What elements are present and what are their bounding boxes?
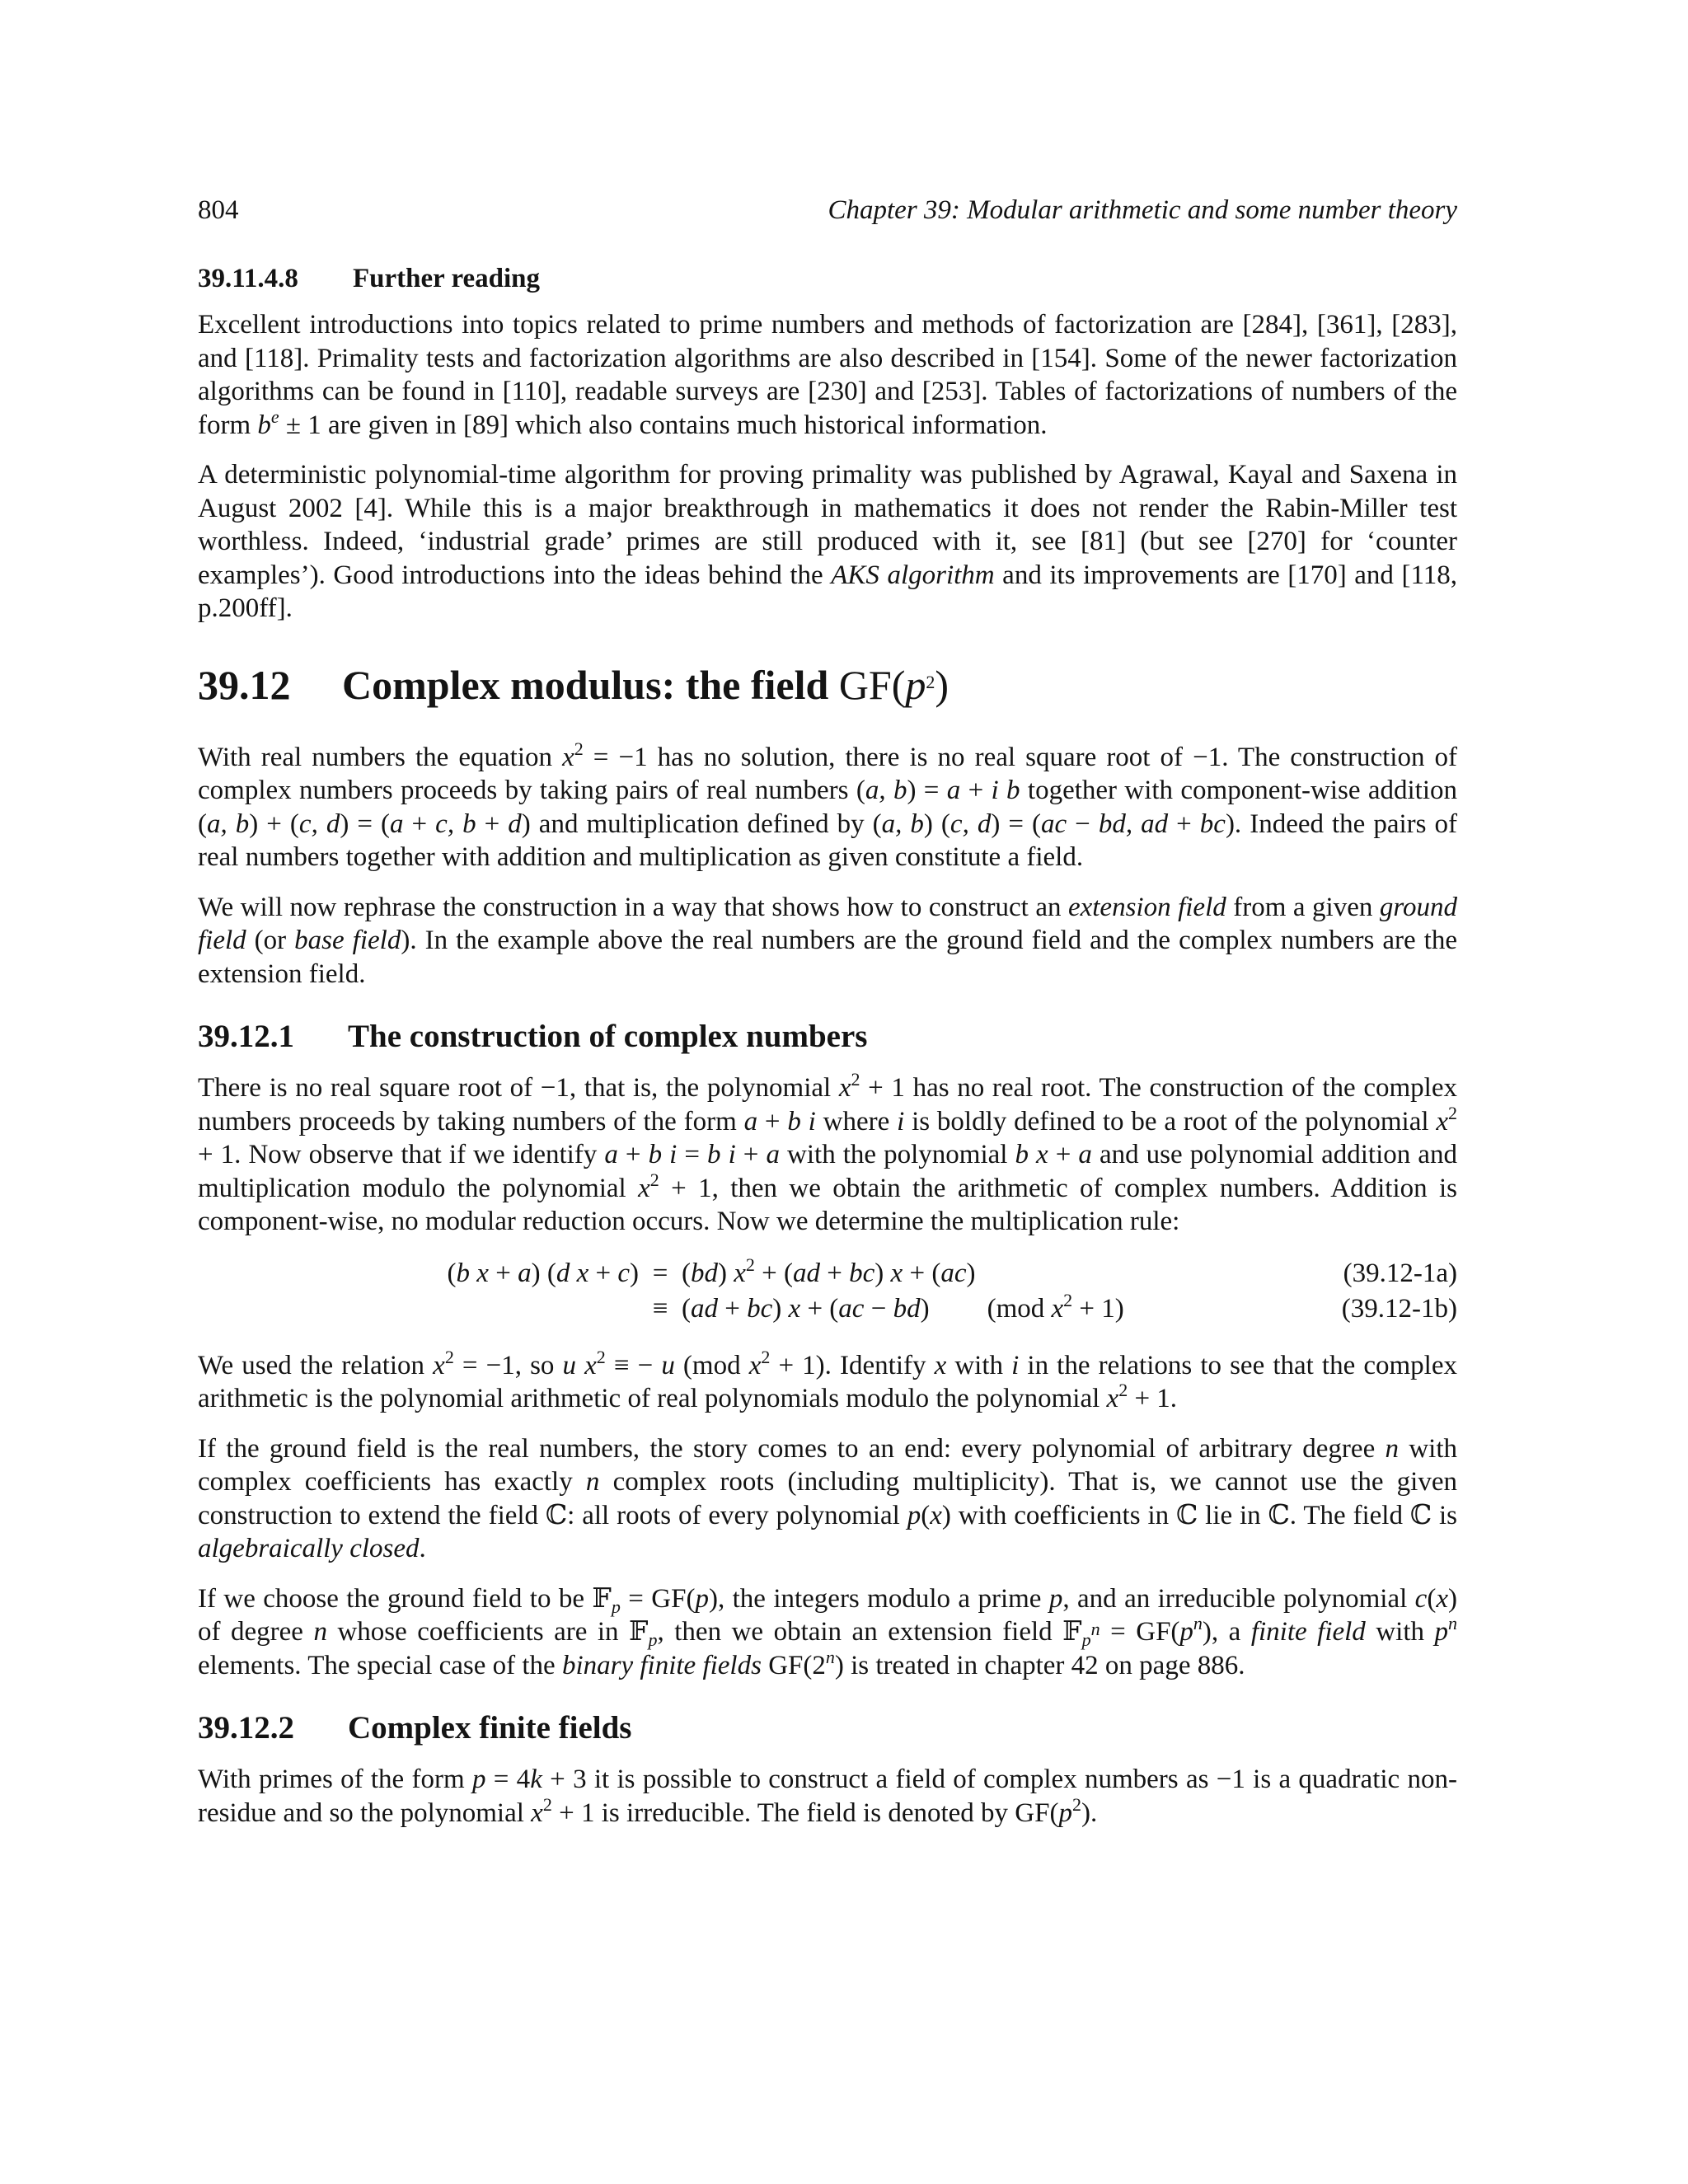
paragraph: With primes of the form p = 4k + 3 it is possible to construct a field of complex numbers as −1 is a quadratic non-residue and so the polynomial $x^2 + 1$ is irreducible. The field is denoted by $GF(p^2)$.: [198, 1765, 1457, 1828]
subsection-heading: [198, 1017, 1457, 1057]
equation-rhs: (ad + bc) x + (ac − bd) (mod $x^2 + 1$): [682, 1289, 1124, 1324]
heading-title: Further reading: [353, 263, 541, 293]
page-number: 804: [198, 195, 239, 225]
subsection-title: Complex finite fields: [348, 1710, 632, 1746]
paragraph: If the ground field is the real numbers, the story comes to an end: every polynomial of arbitrary degree n with complex coefficients has exactly n complex roots (including multiplicity). That is, we cannot use the given construction to extend the field ℂ: all roots of every polynomial p(x) with coefficients in ℂ lie in ℂ. The field ℂ is algebraically closed.: [198, 1433, 1458, 1563]
paragraph: A deterministic polynomial-time algorithm for proving primality was published by Agrawal, Kayal and Saxena in August 2002 [4]. While this is a major breakthrough in mathematics it does not render the Rabin-Miller test worthless. Indeed, ‘industrial grade’ primes are still produced with it, see [81] (but see [270] for ‘counter examples’). Good introductions into the ideas behind the AKS algorithm and its improvements are [170] and [118, p.200ff].: [198, 460, 1457, 623]
paragraph: We will now rephrase the construction in a way that shows how to construct an extension field from a given ground field (or base field). In the example above the real numbers are the ground field and the complex numbers are the extension field.: [198, 892, 1457, 989]
paragraph: Excellent introductions into topics related to prime numbers and methods of factorization are [284], [361], [283], and [118]. Primality tests and factorization algorithms are also described in [154]. Some of the newer factorization algorithms can be found in [110], readable surveys are [230] and [253]. Tables of factorizations of numbers of the form $b^e \pm 1$ are given in [89] which also contains much historical information.: [198, 310, 1457, 440]
equation-lhs: (b x + a) (d x + c): [447, 1258, 639, 1288]
equation-tag: (39.12-1a): [1343, 1258, 1457, 1288]
paragraph: If we choose the ground field to be 𝔽$_p$ = GF(p), the integers modulo a prime p, and an irreducible polynomial c(x) of degree n whose coefficients are in 𝔽$_p$, then we obtain an extension field 𝔽$_{p^n}$ = $GF(p^n)$, a finite field with $p^n$ elements. The special case of the binary finite fields GF(2$^n$) is treated in chapter 42 on page 886.: [198, 1583, 1457, 1680]
chapter-title: Chapter 39: Modular arithmetic and some number theory: [828, 195, 1457, 225]
equation-rhs: (bd) $x^2 + (ad + bc) x + (ac)$: [682, 1254, 976, 1288]
paragraph: There is no real square root of −1, that is, the polynomial $x^2 + 1$ has no real root. The construction of the complex numbers proceeds by taking numbers of the form a + b i where i is boldly defined to be a root of the polynomial $x^2 + 1$. Now observe that if we identify a + b i = b i + a with the polynomial b x + a and use polynomial addition and multiplication modulo the polynomial $x^2 + 1$, then we obtain the arithmetic of complex numbers. Addition is component-wise, no modular reduction occurs. Now we determine the multiplication rule:: [198, 1069, 1458, 1236]
page: [198, 194, 1457, 1846]
paragraph: We used the relation $x^2 = -1$, so u $x^2$ ≡ − u (mod $x^2 + 1$). Identify x with i in the relations to see that the complex arithmetic is the polynomial arithmetic of real polynomials modulo the polynomial $x^2 + 1$.: [198, 1346, 1457, 1413]
heading-number: 39.11.4.8: [198, 263, 298, 293]
subsection-number: 39.12.2: [198, 1710, 294, 1746]
equation-relation: ≡: [652, 1293, 668, 1324]
equation-array: [198, 1254, 1457, 1328]
further-reading-heading: [198, 262, 1457, 296]
equation-row: [198, 1254, 1457, 1292]
section-title: Complex modulus: the field: [342, 661, 829, 708]
subsection-title: The construction of complex numbers: [348, 1019, 868, 1054]
subsection-number: 39.12.1: [198, 1019, 294, 1054]
section-number: 39.12: [198, 661, 291, 708]
section-heading: 39.12 Complex modulus: the field $GF(p^2)$: [198, 661, 950, 708]
running-header: [198, 194, 1457, 227]
equation-tag: (39.12-1b): [1341, 1293, 1457, 1324]
equation-relation: =: [652, 1258, 668, 1288]
equation-row: [198, 1289, 1457, 1328]
paragraph: With real numbers the equation $x^2 = -1$ has no solution, there is no real square root of −1. The construction of complex numbers proceeds by taking pairs of real numbers (a, b) = a + i b together with component-wise addition (a, b) + (c, d) = (a + c, b + d) and multiplication defined by (a, b) (c, d) = (ac − bd, ad + bc). Indeed the pairs of real numbers together with addition and multiplication as given constitute a field.: [198, 738, 1458, 872]
subsection-heading: [198, 1708, 1457, 1748]
